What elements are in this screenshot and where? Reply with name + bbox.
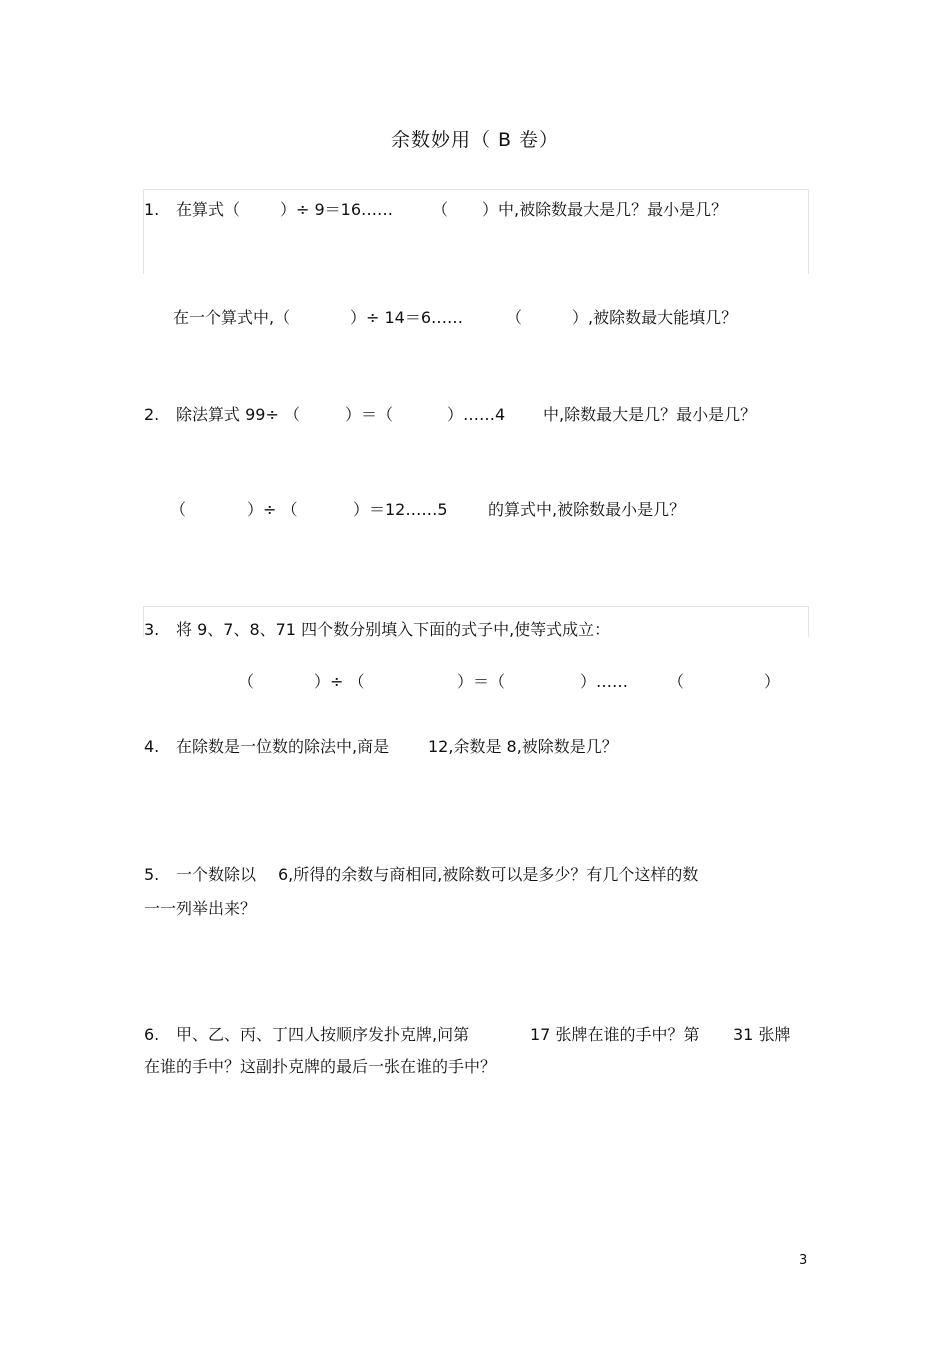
page-title: 余数妙用（ B 卷） [390, 129, 560, 151]
question-text: 17 张牌在谁的手中？第 [530, 1025, 700, 1044]
answer-blank: ） [764, 672, 781, 691]
question-text: 12,余数是 8,被除数是几？ [428, 737, 618, 756]
question-text: 甲、乙、丙、丁四人按顺序发扑克牌,问第 [176, 1025, 470, 1044]
answer-blank: （ [432, 200, 449, 219]
question-text: 将 9、7、8、71 四个数分别填入下面的式子中,使等式成立： [176, 620, 611, 639]
question-text: 31 张牌 [733, 1025, 791, 1044]
question-text: 中,除数最大是几？最小是几？ [543, 405, 757, 424]
question-number: 3. [144, 620, 160, 639]
question-text: 的算式中,被除数最小是几？ [488, 500, 686, 519]
formula-text: ）＝（ [457, 672, 506, 691]
question-number: 5. [144, 865, 160, 884]
answer-blank: （ [668, 672, 685, 691]
question-text: 在一个算式中,（ [173, 308, 291, 327]
formula-text: ）…… [580, 672, 629, 691]
question-text: 在谁的手中？这副扑克牌的最后一张在谁的手中？ [144, 1057, 497, 1076]
answer-blank: （ [170, 500, 187, 519]
question-text: 除法算式 99÷ （ [176, 405, 300, 424]
answer-blank: （ [238, 672, 255, 691]
question-text: ）＝（ [345, 405, 394, 424]
question-text: ）÷ （ [247, 500, 298, 519]
question-number: 4. [144, 737, 160, 756]
question-number: 6. [144, 1025, 160, 1044]
question-number: 1. [144, 200, 160, 219]
question-text: 6,所得的余数与商相同,被除数可以是多少？有几个这样的数 [278, 865, 699, 884]
formula-text: ）÷ （ [314, 672, 365, 691]
question-text: 在除数是一位数的除法中,商是 [176, 737, 390, 756]
question-text: ）＝12……5 [353, 500, 448, 519]
question-text: 一个数除以 [176, 865, 257, 884]
question-text: ）÷ 14＝6…… [350, 308, 464, 327]
answer-blank: （ [506, 308, 523, 327]
question-text: ）,被除数最大能填几？ [572, 308, 738, 327]
question-text: ）中,被除数最大是几？最小是几？ [482, 200, 728, 219]
question-text: ）……4 [447, 405, 506, 424]
page-number: 3 [799, 1253, 808, 1268]
question-text: 在算式（ [176, 200, 241, 219]
question-text: ）÷ 9＝16…… [280, 200, 394, 219]
question-text: 一一列举出来？ [144, 899, 257, 918]
question-number: 2. [144, 405, 160, 424]
